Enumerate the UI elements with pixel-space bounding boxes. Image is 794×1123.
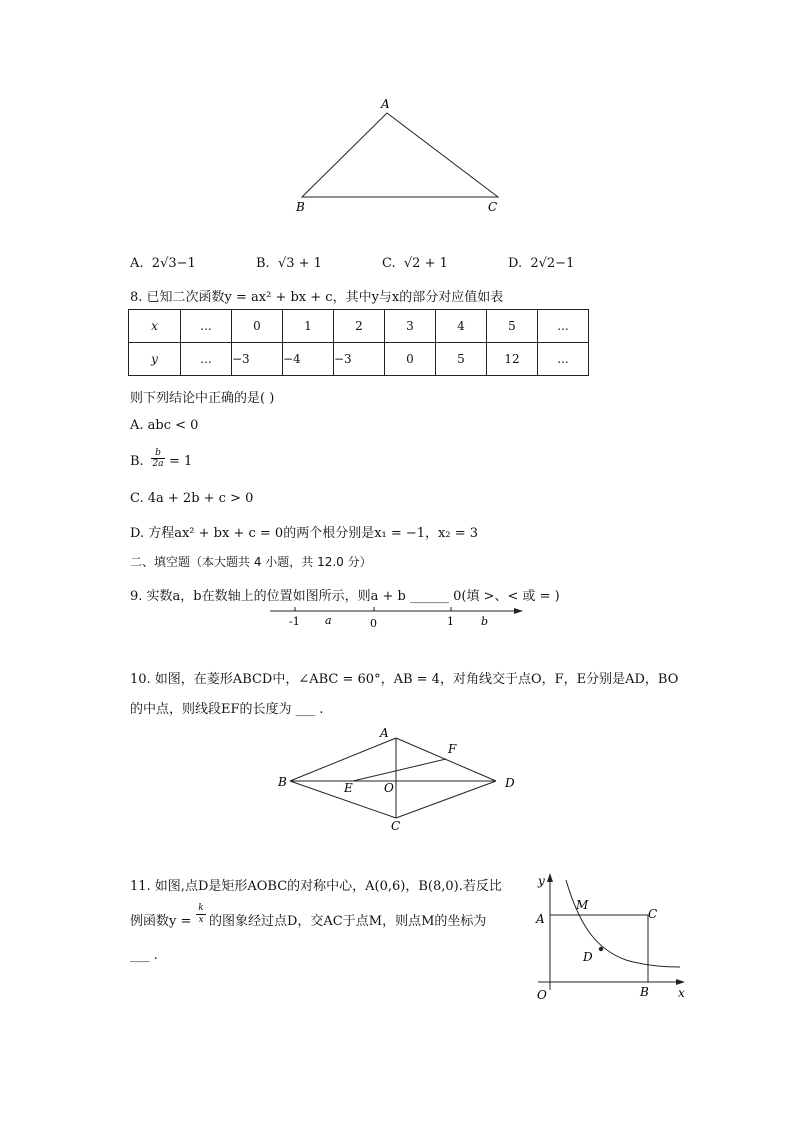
q7-option-b: B. √3 + 1 [256,256,322,271]
section-heading: 二、填空题（本大题共 4 小题，共 12.0 分） [130,555,372,569]
table-cell: ... [538,343,589,376]
rhombus-label-d: D [505,776,515,790]
table-row-y [129,343,589,376]
q8-stem: 8. 已知二次函数y = ax² + bx + c，其中y与x的部分对应值如表 [130,290,504,305]
vertex-c-label: C [488,200,498,214]
table-cell: ... [538,310,589,343]
table-cell: 5 [487,310,538,343]
table-cell: 0 [232,310,283,343]
rhombus-label-f: F [448,742,457,756]
q8-prompt: 则下列结论中正确的是( ) [130,391,275,406]
table-cell: ... [181,343,232,376]
table-cell: 0 [385,343,436,376]
q9-stem: 9. 实数a，b在数轴上的位置如图所示，则a + b ______ 0(填 >、< 或 = ) [130,589,560,604]
table-cell: x [129,310,181,343]
table-cell: −3 [232,343,283,376]
tick-label-minus-one: -1 [289,615,300,628]
tick-label-a: a [325,614,332,627]
point-label-d: D [583,950,593,964]
point-label-c: C [648,907,658,921]
q8-option-d: D. 方程ax² + bx + c = 0的两个根分别是x₁ = −1，x₂ = 3 [130,526,479,541]
table-cell: 2 [334,310,385,343]
fraction-b-over-2a: b 2a [152,448,164,469]
vertex-b-label: B [296,200,305,214]
rhombus-label-a: A [380,726,389,740]
q11-line1: 11. 如图,点D是矩形AOBC的对称中心，A(0,6)，B(8,0).若反比 [130,879,502,894]
rhombus-label-e: E [344,781,353,795]
rhombus-figure [270,720,525,838]
point-label-b: B [640,985,649,999]
q11-line3: ___ . [130,948,158,963]
rhombus-label-o: O [384,781,394,795]
table-cell: 5 [436,343,487,376]
table-cell: 3 [385,310,436,343]
q10-line1: 10. 如图，在菱形ABCD中，∠ABC = 60°，AB = 4，对角线交于点O，F，E分别是AD，BO [130,672,679,687]
table-cell: y [129,343,181,376]
q8-option-c: C. 4a + 2b + c > 0 [130,491,254,506]
table-cell: −4 [283,343,334,376]
table-cell: 1 [283,310,334,343]
vertex-a-label: A [381,97,390,111]
q7-option-a: A. 2√3−1 [130,256,196,271]
table-cell: 4 [436,310,487,343]
tick-label-zero: 0 [370,617,377,629]
triangle-figure [290,95,510,220]
tick-label-b: b [481,615,489,628]
point-label-o: O [537,988,547,1002]
table-cell: −3 [334,343,385,376]
table-cell: 12 [487,343,538,376]
q10-line2: 的中点，则线段EF的长度为 ___ . [130,702,324,717]
table-cell: ... [181,310,232,343]
q8-value-table [128,309,589,376]
tick-label-one: 1 [447,615,454,628]
point-label-m: M [576,898,589,912]
table-row-x [129,310,589,343]
number-line-figure [265,603,530,629]
coordinate-figure [528,868,698,1008]
point-label-a: A [536,912,545,926]
q8-option-a: A. abc < 0 [130,418,199,433]
axis-label-x: x [678,986,685,1000]
fraction-k-over-x: k x [196,903,206,926]
q7-option-c: C. √2 + 1 [382,256,448,271]
q7-option-d: D. 2√2−1 [508,256,575,271]
rhombus-label-b: B [278,775,287,789]
rhombus-label-c: C [391,819,401,833]
axis-label-y: y [538,874,545,888]
